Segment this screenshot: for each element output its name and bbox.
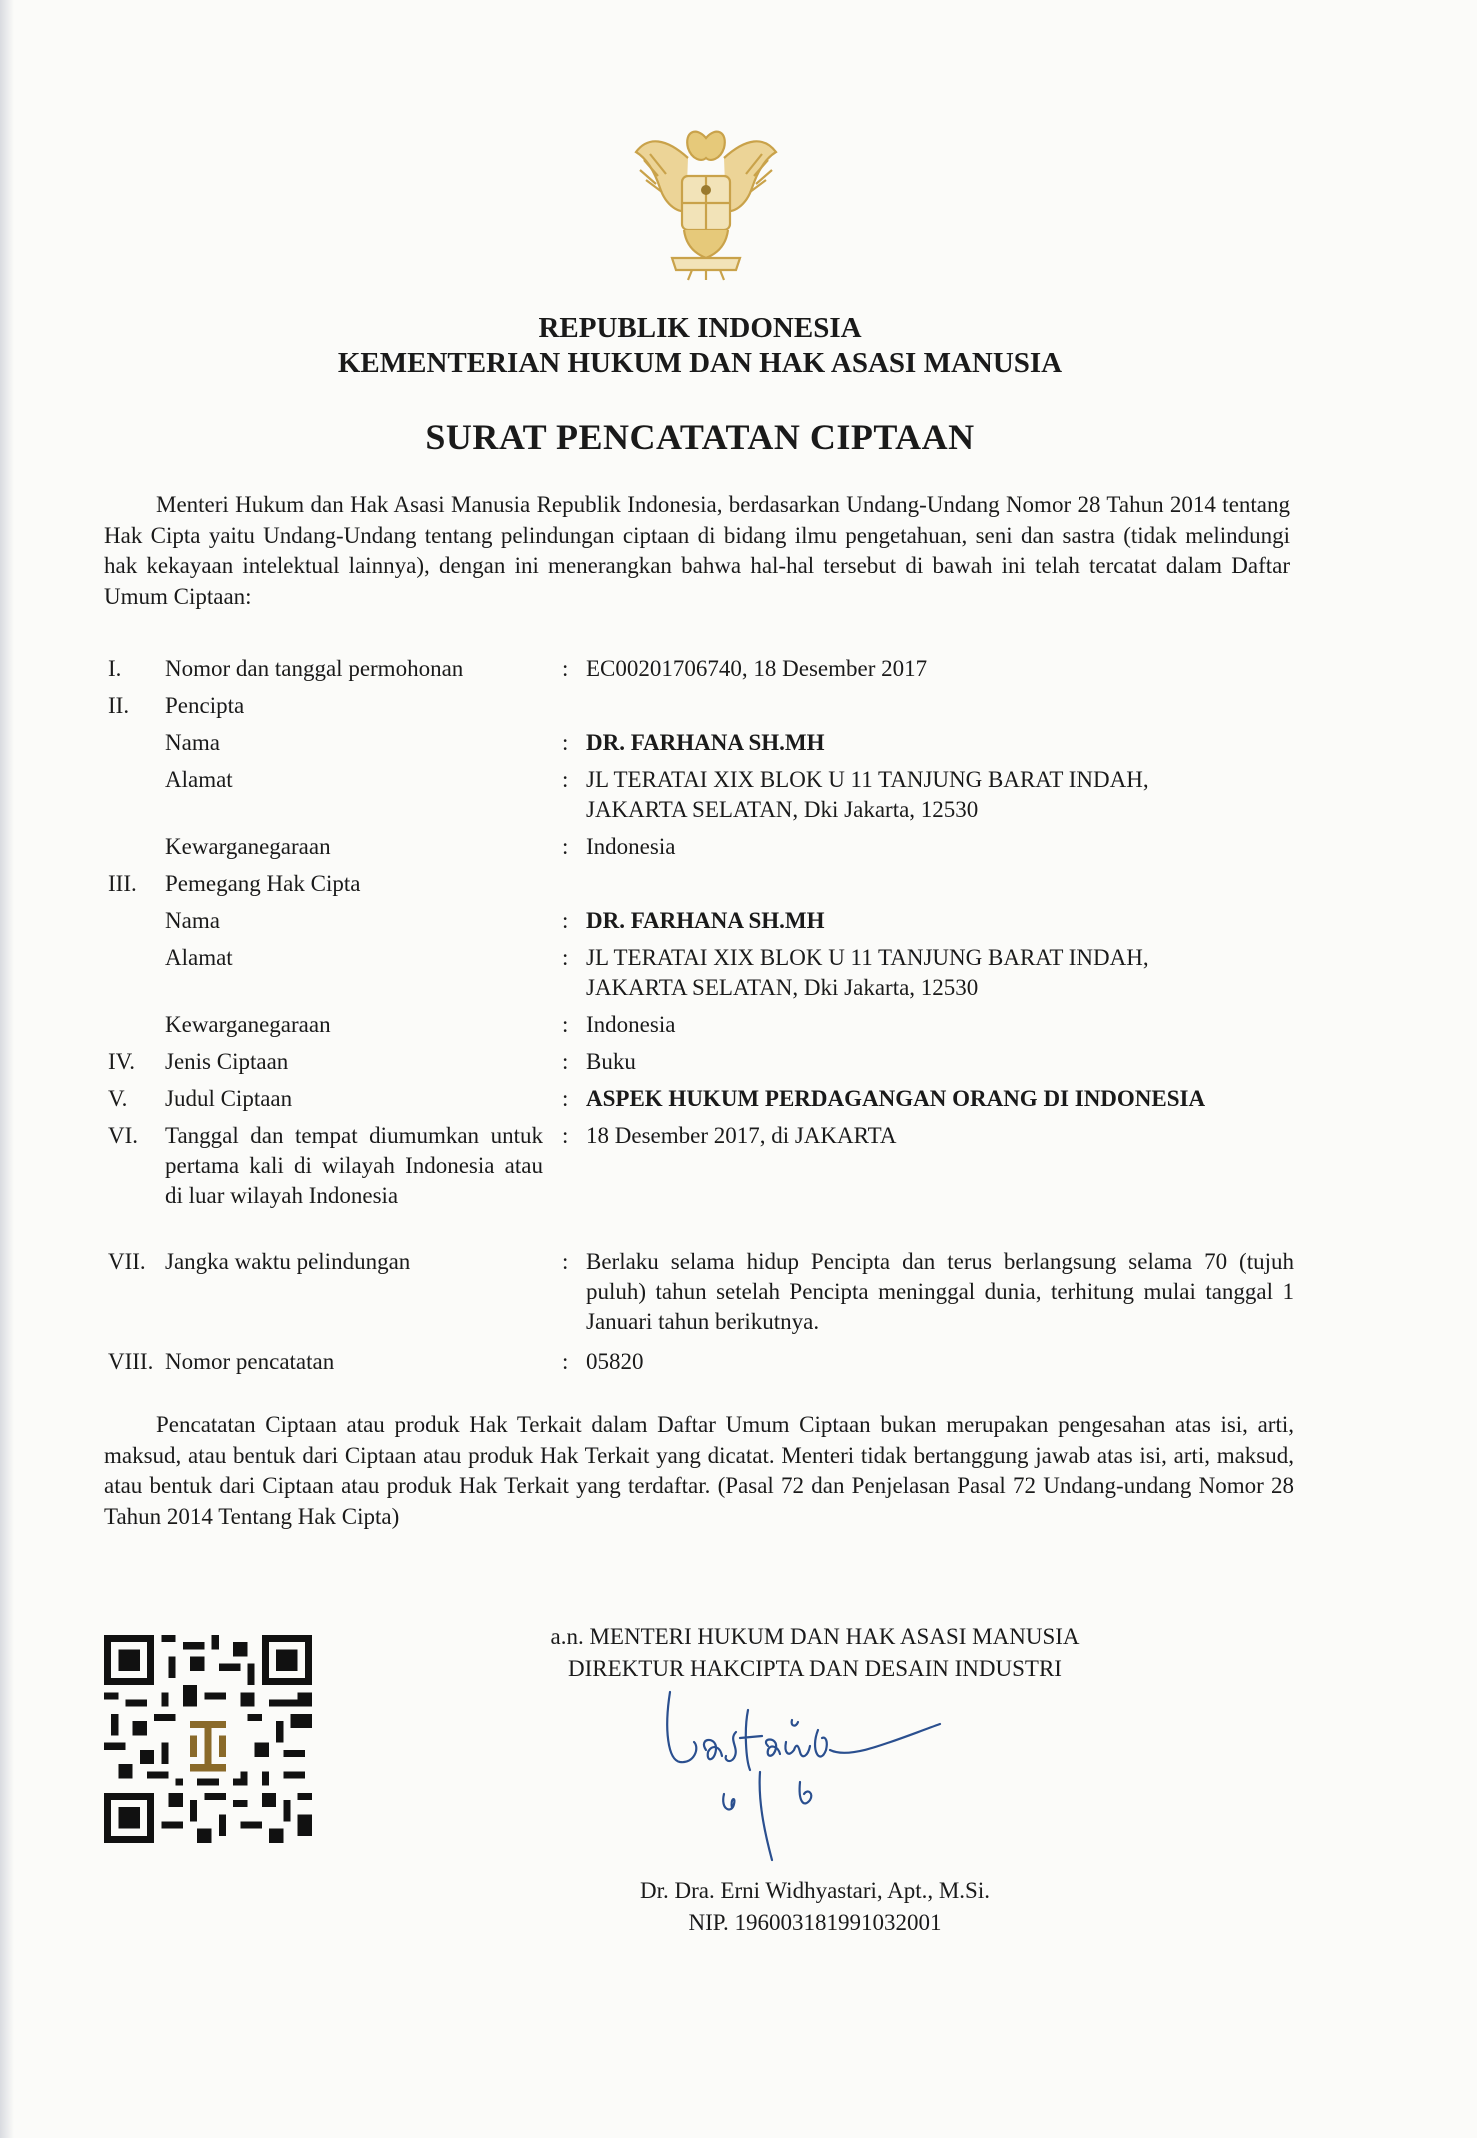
publication-date-place: 18 Desember 2017, di JAKARTA xyxy=(586,1123,897,1148)
country-heading: REPUBLIK INDONESIA xyxy=(538,312,862,344)
entry-label: Alamat xyxy=(165,767,233,792)
colon: : xyxy=(562,1123,569,1148)
colon: : xyxy=(562,908,569,933)
entry-number: I. xyxy=(108,656,122,681)
holder-name: DR. FARHANA SH.MH xyxy=(586,908,825,933)
entry-label: Kewarganegaraan xyxy=(165,834,331,859)
holder-address-line1: JL TERATAI XIX BLOK U 11 TANJUNG BARAT INDAH, xyxy=(586,945,1149,970)
entry-label: Nomor pencatatan xyxy=(165,1349,335,1374)
colon: : xyxy=(562,1349,569,1374)
entry-label: Kewarganegaraan xyxy=(165,1012,331,1037)
colon: : xyxy=(562,656,569,681)
colon: : xyxy=(562,1086,569,1111)
colon: : xyxy=(562,1249,569,1274)
entry-label: Jangka waktu pelindungan xyxy=(165,1249,411,1274)
intro-paragraph: Menteri Hukum dan Hak Asasi Manusia Republik Indonesia, berdasarkan Undang-Undang Nomor 28 Tahun 2014 tentang Hak Cipta yaitu Undang-Undang tentang pelindungan ciptaan di bidang ilmu pengetahuan, seni dan sastra (tidak melindungi hak kekayaan intelektual lainnya), dengan ini menerangkan bahwa hal-hal tersebut di bawah ini telah tercatat dalam Daftar Umum Ciptaan: xyxy=(104,492,1290,609)
holder-address-line2: JAKARTA SELATAN, Dki Jakarta, 12530 xyxy=(586,975,979,1000)
colon: : xyxy=(562,1049,569,1074)
entry-number: VIII. xyxy=(108,1349,154,1374)
work-type: Buku xyxy=(586,1049,636,1074)
work-title: ASPEK HUKUM PERDAGANGAN ORANG DI INDONESIA xyxy=(586,1086,1206,1111)
entry-number: V. xyxy=(108,1086,128,1111)
entry-label: Pemegang Hak Cipta xyxy=(165,871,361,896)
qr-code-icon xyxy=(104,1635,312,1843)
colon: : xyxy=(562,1012,569,1037)
signatory-nip: NIP. 196003181991032001 xyxy=(688,1910,942,1935)
creator-address-line2: JAKARTA SELATAN, Dki Jakarta, 12530 xyxy=(586,797,979,822)
protection-period: Berlaku selama hidup Pencipta dan terus berlangsung selama 70 (tujuh puluh) tahun setelah Pencipta meninggal dunia, terhitung mulai tanggal 1 Januari tahun berikutnya. xyxy=(586,1249,1294,1334)
entry-number: VI. xyxy=(108,1123,139,1148)
colon: : xyxy=(562,730,569,755)
entry-label: Pencipta xyxy=(165,693,245,718)
colon: : xyxy=(562,767,569,792)
entry-label: Tanggal dan tempat diumumkan untuk pertama kali di wilayah Indonesia atau di luar wilayah Indonesia xyxy=(165,1123,543,1208)
colon: : xyxy=(562,834,569,859)
entry-label: Alamat xyxy=(165,945,233,970)
signature-icon xyxy=(650,1690,1000,1880)
signatory-line1: a.n. MENTERI HUKUM DAN HAK ASASI MANUSIA xyxy=(550,1624,1080,1649)
signatory-name: Dr. Dra. Erni Widhyastari, Apt., M.Si. xyxy=(639,1878,990,1903)
entry-label: Judul Ciptaan xyxy=(165,1086,293,1111)
entry-number: IV. xyxy=(108,1049,136,1074)
registration-number: 05820 xyxy=(586,1349,644,1374)
entry-label: Nama xyxy=(165,908,220,933)
entry-label: Nomor dan tanggal permohonan xyxy=(165,656,464,681)
entry-label: Jenis Ciptaan xyxy=(165,1049,289,1074)
entry-number: II. xyxy=(108,693,130,718)
ministry-heading: KEMENTERIAN HUKUM DAN HAK ASASI MANUSIA xyxy=(337,347,1063,379)
holder-nationality: Indonesia xyxy=(586,1012,676,1037)
garuda-emblem-icon xyxy=(626,118,786,283)
entry-number: VII. xyxy=(108,1249,146,1274)
entry-label: Nama xyxy=(165,730,220,755)
creator-name: DR. FARHANA SH.MH xyxy=(586,730,825,755)
colon: : xyxy=(562,945,569,970)
document-title: SURAT PENCATATAN CIPTAAN xyxy=(425,417,975,457)
signatory-line2: DIREKTUR HAKCIPTA DAN DESAIN INDUSTRI xyxy=(568,1656,1062,1681)
creator-address-line1: JL TERATAI XIX BLOK U 11 TANJUNG BARAT INDAH, xyxy=(586,767,1149,792)
entry-number: III. xyxy=(108,871,137,896)
creator-nationality: Indonesia xyxy=(586,834,676,859)
application-number: EC00201706740, 18 Desember 2017 xyxy=(586,656,928,681)
closing-paragraph: Pencatatan Ciptaan atau produk Hak Terkait dalam Daftar Umum Ciptaan bukan merupakan pengesahan atas isi, arti, maksud, atau bentuk dari Ciptaan atau produk Hak Terkait yang dicatat. Menteri tidak bertanggung jawab atas isi, arti, maksud, atau bentuk dari Ciptaan atau produk Hak Terkait yang terdaftar. (Pasal 72 dan Penjelasan Pasal 72 Undang-undang Nomor 28 Tahun 2014 Tentang Hak Cipta) xyxy=(104,1412,1294,1529)
